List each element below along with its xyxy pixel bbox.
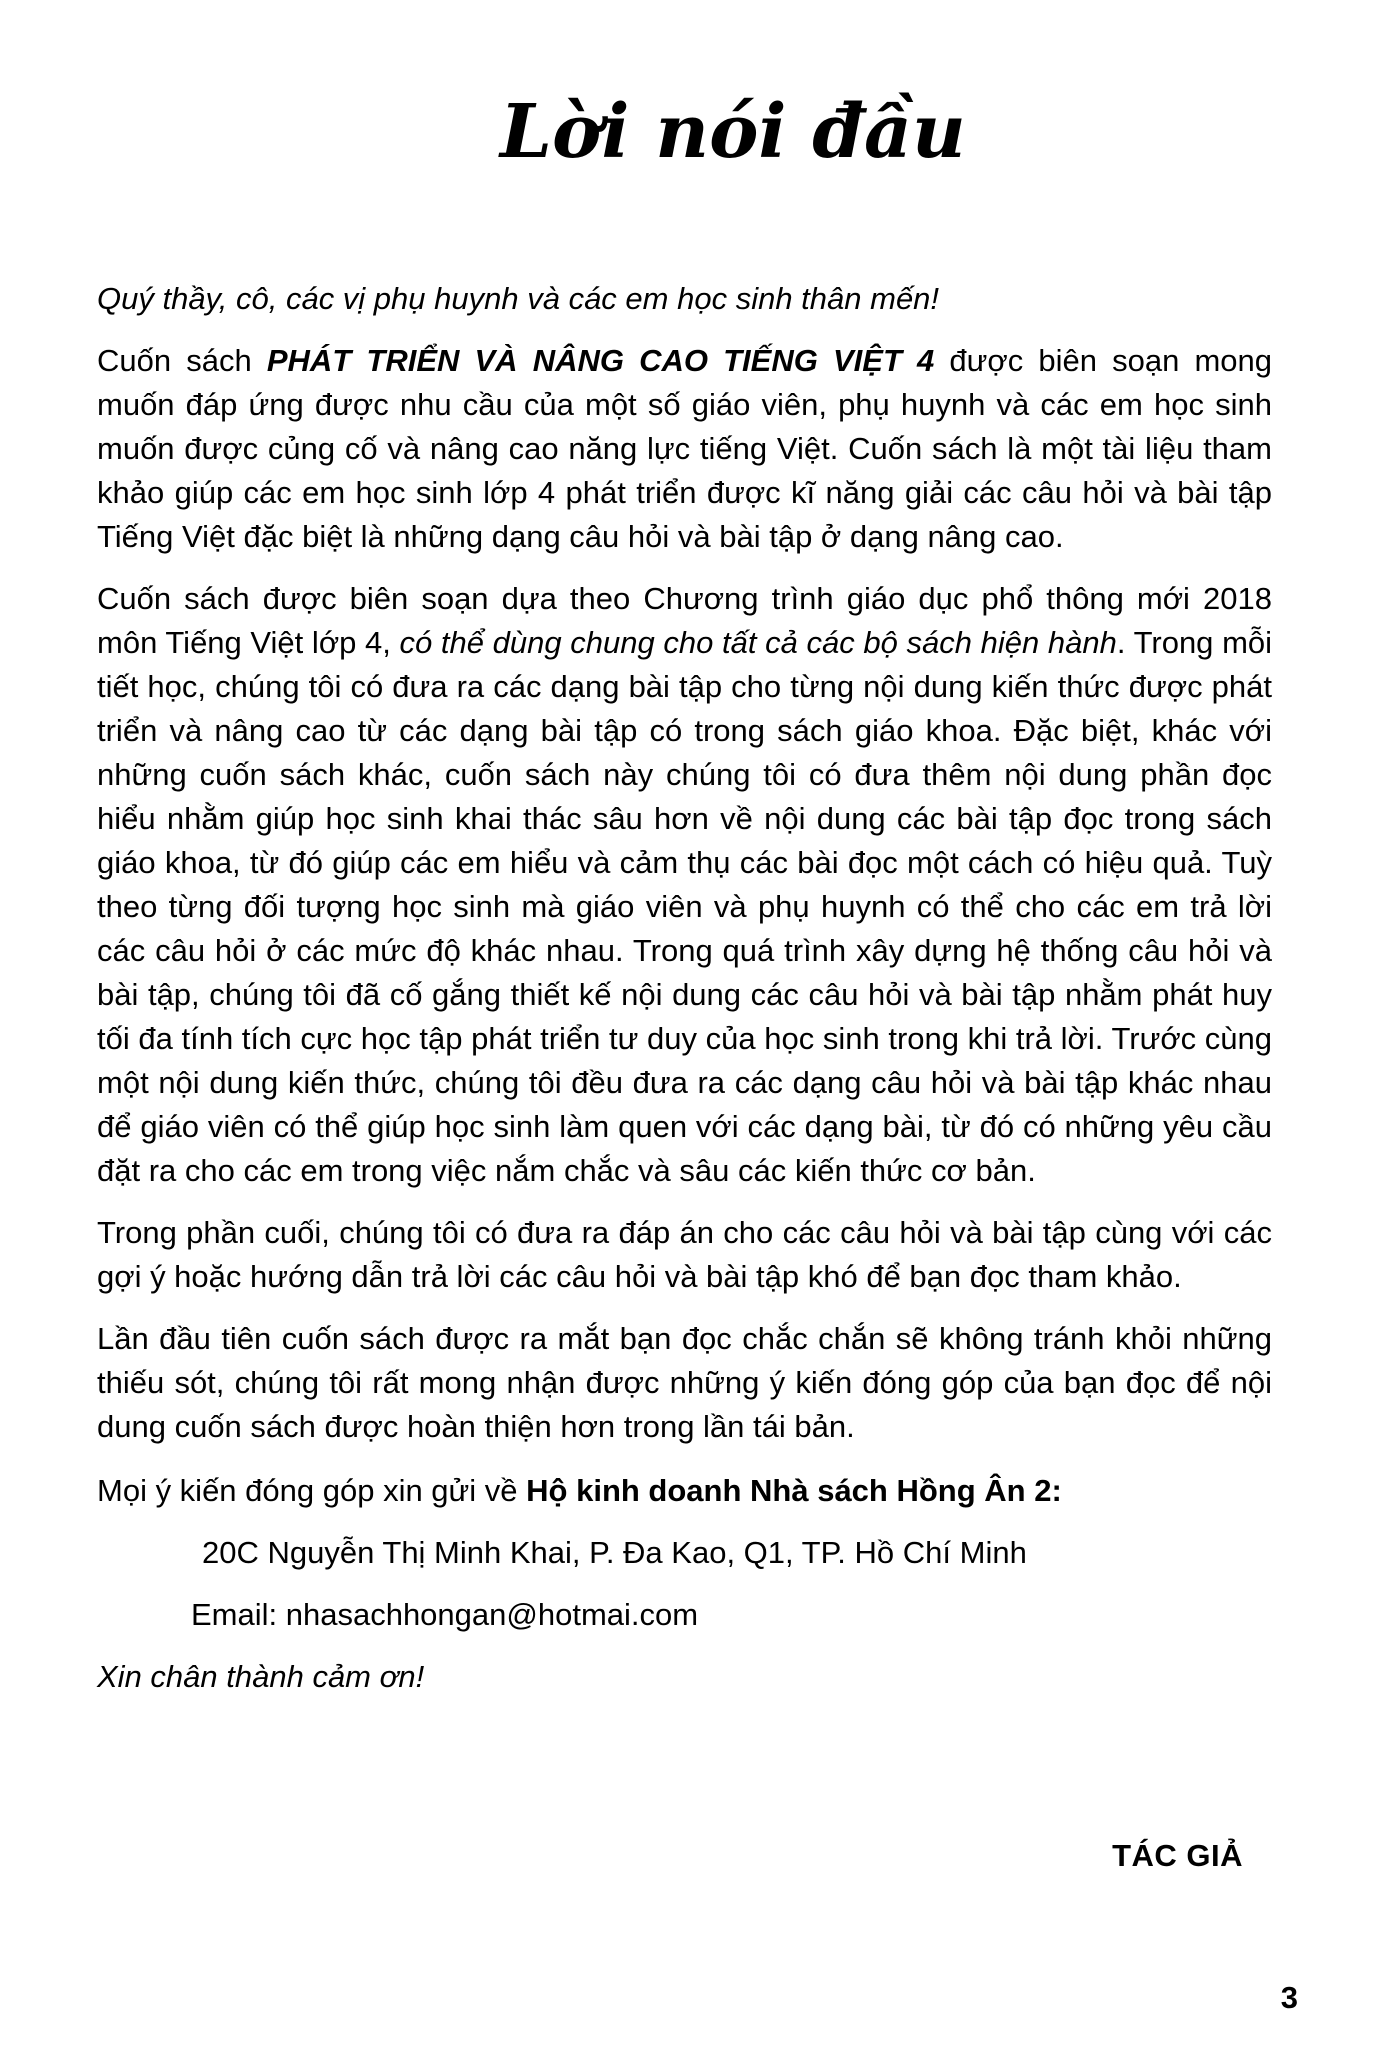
page-number: 3 [1280,1980,1298,2015]
contact-block [97,1469,1272,1699]
compatibility-note: có thể dùng chung cho tất cả các bộ sách hiện hành [399,625,1117,660]
greeting-line: Quý thầy, cô, các vị phụ huynh và các em học sinh thân mến! [97,281,940,316]
contact-line [97,1469,1272,1513]
preface-body [97,277,1272,1717]
book-title: PHÁT TRIỂN VÀ NÂNG CAO TIẾNG VIỆT 4 [266,343,935,378]
paragraph-feedback: Lần đầu tiên cuốn sách được ra mắt bạn đọc chắc chắn sẽ không tránh khỏi những thiếu sót, chúng tôi rất mong nhận được những ý kiến đóng góp của bạn đọc để nội dung cuốn sách được hoàn thiện hơn trong lần tái bản. [97,1321,1272,1444]
publisher-name: Hộ kinh doanh Nhà sách Hồng Ân 2: [526,1473,1062,1508]
paragraph-intro [97,339,1272,559]
paragraph-intro-lead: Cuốn sách [97,343,267,378]
paragraph-curriculum [97,577,1272,1193]
paragraph-intro-tail: được biên soạn mong muốn đáp ứng được nhu cầu của một số giáo viên, phụ huynh và các em học sinh muốn được củng cố và nâng cao năng lực tiếng Việt. Cuốn sách là một tài liệu tham khảo giúp các em học sinh lớp 4 phát triển được kĩ năng giải các câu hỏi và bài tập Tiếng Việt đặc biệt là những dạng câu hỏi và bài tập ở dạng nâng cao. [97,343,1272,554]
paragraph-answers: Trong phần cuối, chúng tôi có đưa ra đáp án cho các câu hỏi và bài tập cùng với các gợi ý hoặc hướng dẫn trả lời các câu hỏi và bài tập khó để bạn đọc tham khảo. [97,1215,1272,1294]
paragraph-curriculum-lead: Cuốn sách được biên soạn dựa theo Chương trình giáo dục phổ thông mới 2018 môn Tiếng Việt lớp 4, [97,581,1272,660]
page-title: Lời nói đầu [500,89,966,175]
contact-address: 20C Nguyễn Thị Minh Khai, P. Đa Kao, Q1, TP. Hồ Chí Minh [202,1535,1027,1570]
thanks-line: Xin chân thành cảm ơn! [97,1659,425,1694]
paragraph-curriculum-tail: . Trong mỗi tiết học, chúng tôi có đưa ra các dạng bài tập cho từng nội dung kiến thức được phát triển và nâng cao từ các dạng bài tập có trong sách giáo khoa. Đặc biệt, khác với những cuốn sách khác, cuốn sách này chúng tôi có đưa thêm nội dung phần đọc hiểu nhằm giúp học sinh khai thác sâu hơn về nội dung các bài tập đọc trong sách giáo khoa, từ đó giúp các em hiểu và cảm thụ các bài đọc một cách có hiệu quả. Tuỳ theo từng đối tượng học sinh mà giáo viên và phụ huynh có thể cho các em trả lời các câu hỏi ở các mức độ khác nhau. Trong quá trình xây dựng hệ thống câu hỏi và bài tập, chúng tôi đã cố gắng thiết kế nội dung các câu hỏi và bài tập nhằm phát huy tối đa tính tích cực học tập phát triển tư duy của học sinh trong khi trả lời. Trước cùng một nội dung kiến thức, chúng tôi đều đưa ra các dạng câu hỏi và bài tập khác nhau để giáo viên có thể giúp học sinh làm quen với các dạng bài, từ đó có những yêu cầu đặt ra cho các em trong việc nắm chắc và sâu các kiến thức cơ bản. [97,625,1273,1188]
contact-email: Email: nhasachhongan@hotmai.com [191,1597,699,1632]
author-signature: TÁC GIẢ [1112,1838,1243,1873]
contact-lead: Mọi ý kiến đóng góp xin gửi về [97,1473,527,1508]
